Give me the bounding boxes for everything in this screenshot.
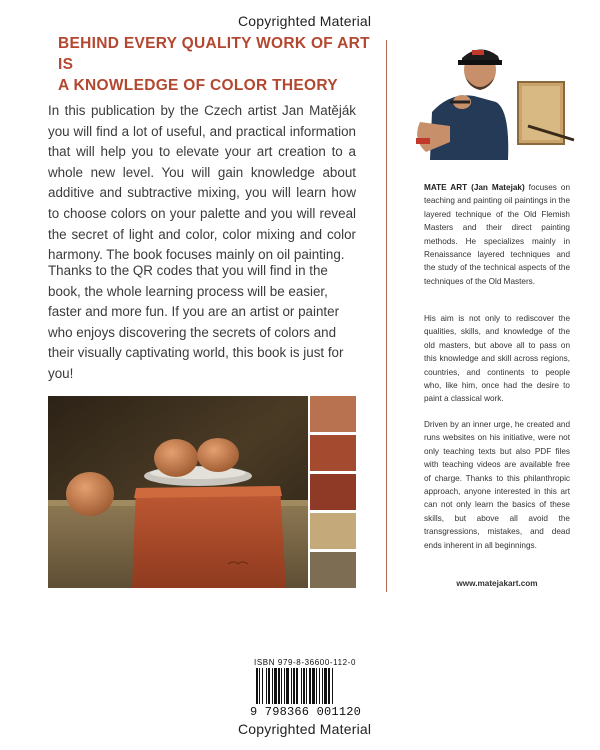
barcode-digits: 9 798366 001120 [250, 705, 362, 719]
barcode-bar [284, 668, 285, 704]
barcode-bar [324, 668, 327, 704]
author-portrait [410, 30, 578, 160]
swatch-4 [310, 513, 356, 549]
watermark-bottom: Copyrighted Material [238, 721, 372, 737]
barcode-bar [328, 668, 330, 704]
description-paragraph-1: In this publication by the Czech artist Jan Matěják you will find a lot of useful, and practical information that will help you to elevate your art creation to a whole new level. You will gain knowledge about additive and subtractive mixing, you will learn how to choose colors on your palette and you will reveal the secret of light and color, color mixing and color harmony. The book focuses mainly on oil painting. [48, 103, 356, 263]
barcode-bar [268, 668, 270, 704]
barcode-bar [322, 668, 323, 704]
headline [58, 33, 378, 96]
website-link[interactable]: www.matejakart.com [456, 579, 538, 588]
color-swatches [310, 396, 356, 588]
barcode-bar [296, 668, 298, 704]
barcode-bar [309, 668, 311, 704]
bio-paragraph-3: Driven by an inner urge, he created and runs websites on his initiative, were not only teaching texts but also PDF files with teaching videos are available free of charge. Thanks to this philanthropic approach, anyone interested in this art can not only learn the basics of these skills, but above all avoid the transgressions, mistakes, and dead ends inherent in all beginnings. [424, 420, 570, 550]
barcode-bar [256, 668, 258, 704]
barcode-bar [293, 668, 295, 704]
barcode-bar [278, 668, 280, 704]
watermark-top: Copyrighted Material [238, 13, 372, 29]
barcode [254, 668, 358, 710]
swatch-3 [310, 474, 356, 510]
barcode-bar [266, 668, 267, 704]
description-paragraph-2: Thanks to the QR codes that you will find in the book, the whole learning process will be easier, faster and more fun. If you are an artist or painter who enjoys discovering the secrets of colors and their visually captivating world, this book is just for you! [48, 263, 344, 381]
swatch-5 [310, 552, 356, 588]
bio-paragraph-2: His aim is not only to rediscover the qualities, skills, and knowledge of the old masters, but above all to pass on this knowledge and skill across regions, countries, and continents to people who, like him, once had the desire to paint a classical work. [424, 314, 570, 404]
barcode-bar [274, 668, 277, 704]
still-life-painting [48, 396, 308, 588]
barcode-bar [272, 668, 273, 704]
headline-line-1: BEHIND EVERY QUALITY WORK OF ART IS [58, 35, 370, 73]
barcode-bar [281, 668, 282, 704]
barcode-bar [259, 668, 260, 704]
barcode-bar [316, 668, 317, 704]
bio-paragraph-1-text: focuses on teaching and painting oil paintings in the layered technique of the Old Flemish Masters and their direct painting methods. He specializes mainly in Renaissance layered techniques and the study of the technical aspects of the techniques of the Old Masters. [424, 183, 570, 286]
barcode-bar [262, 668, 263, 704]
barcode-bar [303, 668, 305, 704]
barcode-bar [306, 668, 307, 704]
headline-line-2: A KNOWLEDGE OF COLOR THEORY [58, 77, 338, 94]
swatch-2 [310, 435, 356, 471]
barcode-bar [312, 668, 315, 704]
barcode-bar [291, 668, 292, 704]
barcode-bar [286, 668, 289, 704]
isbn-label: ISBN 979-8-36600-112-0 [254, 658, 356, 667]
swatch-1 [310, 396, 356, 432]
barcode-bar [301, 668, 302, 704]
bio-paragraph-1 [424, 181, 570, 288]
author-name: MATE ART (Jan Matejak) [424, 183, 525, 192]
barcode-bar [332, 668, 333, 704]
barcode-bar [319, 668, 320, 704]
vertical-divider [386, 40, 387, 592]
